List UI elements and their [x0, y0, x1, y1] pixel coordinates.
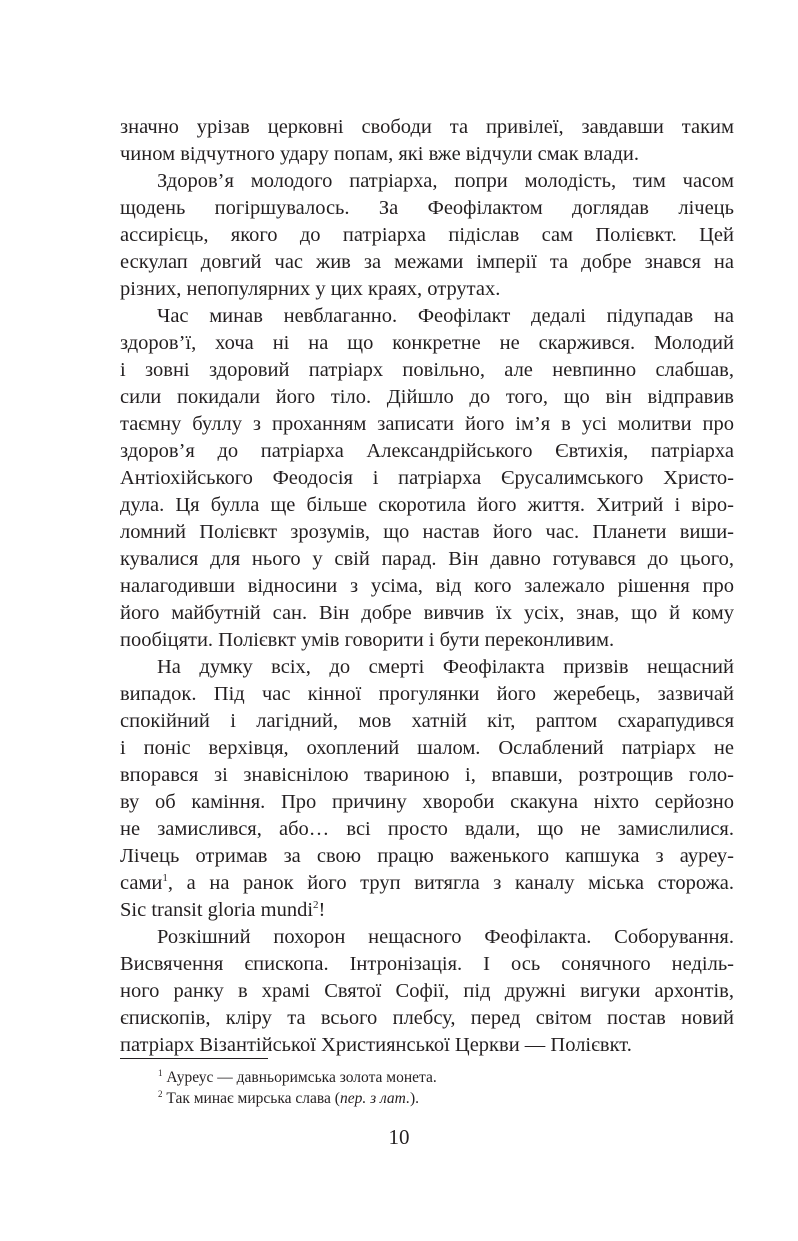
text-line: здоров’я до патріарха Александрійського Євтихія, патріарха: [120, 440, 734, 462]
text-line: ного ранку в храмі Святої Софії, під дружні вигуки архонтів,: [120, 980, 734, 1002]
text-line: різних, непопулярних у цих краях, отрутах.: [120, 278, 501, 300]
footnote-text: ).: [409, 1090, 419, 1107]
text-line: патріарх Візантійської Християнської Церкви — Полієвкт.: [120, 1034, 632, 1056]
footnote-italic: пер. з лат.: [339, 1090, 410, 1107]
footnote-text: Ауреус — давньоримська золота монета.: [162, 1069, 437, 1086]
text-line: сили покидали його тіло. Дійшло до того, що він відправив: [120, 386, 734, 408]
text-line: здоров’ї, хоча ні на що конкретне не скаржився. Молодий: [120, 332, 734, 354]
text-line: [120, 870, 734, 897]
text-line: налагодивши відносини з усіма, від кого залежало рішення про: [120, 575, 734, 597]
text-line: кувалися для нього у свій парад. Він давно готувався до цього,: [120, 548, 734, 570]
text-fragment: Sic transit gloria mundi: [120, 899, 314, 921]
text-line: впорався зі знавіснілою твариною і, впавши, розтрощив голо-: [120, 764, 734, 786]
text-line: Час минав невблаганно. Феофілакт дедалі підупадав на: [157, 305, 734, 327]
text-line: і зовні здоровий патріарх повільно, але невпинно слабшав,: [120, 359, 734, 381]
body-text: [120, 114, 734, 1059]
text-line: таємну буллу з проханням записати його ім’я в усі молитви про: [120, 413, 734, 435]
text-line: і поніс верхівця, охоплений шалом. Ослаблений патріарх не: [120, 737, 734, 759]
text-fragment: !: [318, 899, 326, 921]
text-line: Здоров’я молодого патріарха, попри молодість, тим часом: [157, 170, 734, 192]
footnote-ref-2[interactable]: 2: [313, 899, 319, 911]
footnotes: [158, 1067, 734, 1109]
text-line: спокійний і лагідний, мов хатній кіт, раптом схарапудився: [120, 710, 734, 732]
text-line: пообіцяти. Полієвкт умів говорити і бути переконливим.: [120, 629, 615, 651]
text-line: єпископів, кліру та всього плебсу, перед світом постав новий: [120, 1007, 734, 1029]
page-number: 10: [388, 1125, 410, 1149]
footnote-separator: [120, 1058, 268, 1059]
text-fragment: , а на ранок його труп витягла з каналу міська сторожа.: [167, 872, 734, 894]
text-line: На думку всіх, до смерті Феофілакта призвів нещасний: [157, 656, 734, 678]
text-line: його майбутній сан. Він добре вивчив їх усіх, знав, що й кому: [120, 602, 734, 624]
text-line: Розкішний похорон нещасного Феофілакта. Соборування.: [157, 926, 734, 948]
footnote-1: [158, 1067, 734, 1088]
text-line: ассирієць, якого до патріарха підіслав сам Полієвкт. Цей: [120, 224, 734, 246]
text-line: ломний Полієвкт зрозумів, що настав його час. Планети виши-: [120, 521, 734, 543]
text-line: ескулап довгий час жив за межами імперії та добре знався на: [120, 251, 734, 273]
footnote-text: Так минає мирська слава (: [162, 1090, 340, 1107]
text-line: Висвячення єпископа. Інтронізація. І ось сонячного неділь-: [120, 953, 734, 975]
text-line: значно урізав церковні свободи та привілеї, завдавши таким: [120, 116, 734, 138]
text-line: [120, 897, 734, 924]
text-line: щодень погіршувалось. За Феофілактом доглядав лічець: [120, 197, 734, 219]
footnote-2: [158, 1088, 734, 1109]
text-line: дула. Ця булла ще більше скоротила його життя. Хитрий і віро-: [120, 494, 734, 516]
text-line: чином відчутного удару попам, які вже відчули смак влади.: [120, 143, 639, 165]
footnote-marker: 2: [158, 1089, 163, 1099]
text-line: Лічець отримав за свою працю важенького капшука з ауреу-: [120, 845, 734, 867]
text-line: ву об каміння. Про причину хвороби скакуна ніхто серйозно: [120, 791, 734, 813]
footnote-ref-1[interactable]: 1: [162, 872, 168, 884]
text-line: Антіохійського Феодосія і патріарха Єрусалимського Христо-: [120, 467, 734, 489]
text-line: не замислився, або… всі просто вдали, що не замислилися.: [120, 818, 734, 840]
footnote-marker: 1: [158, 1068, 163, 1078]
text-line: випадок. Під час кінної прогулянки його жеребець, зазвичай: [120, 683, 734, 705]
text-fragment: сами: [120, 872, 163, 894]
